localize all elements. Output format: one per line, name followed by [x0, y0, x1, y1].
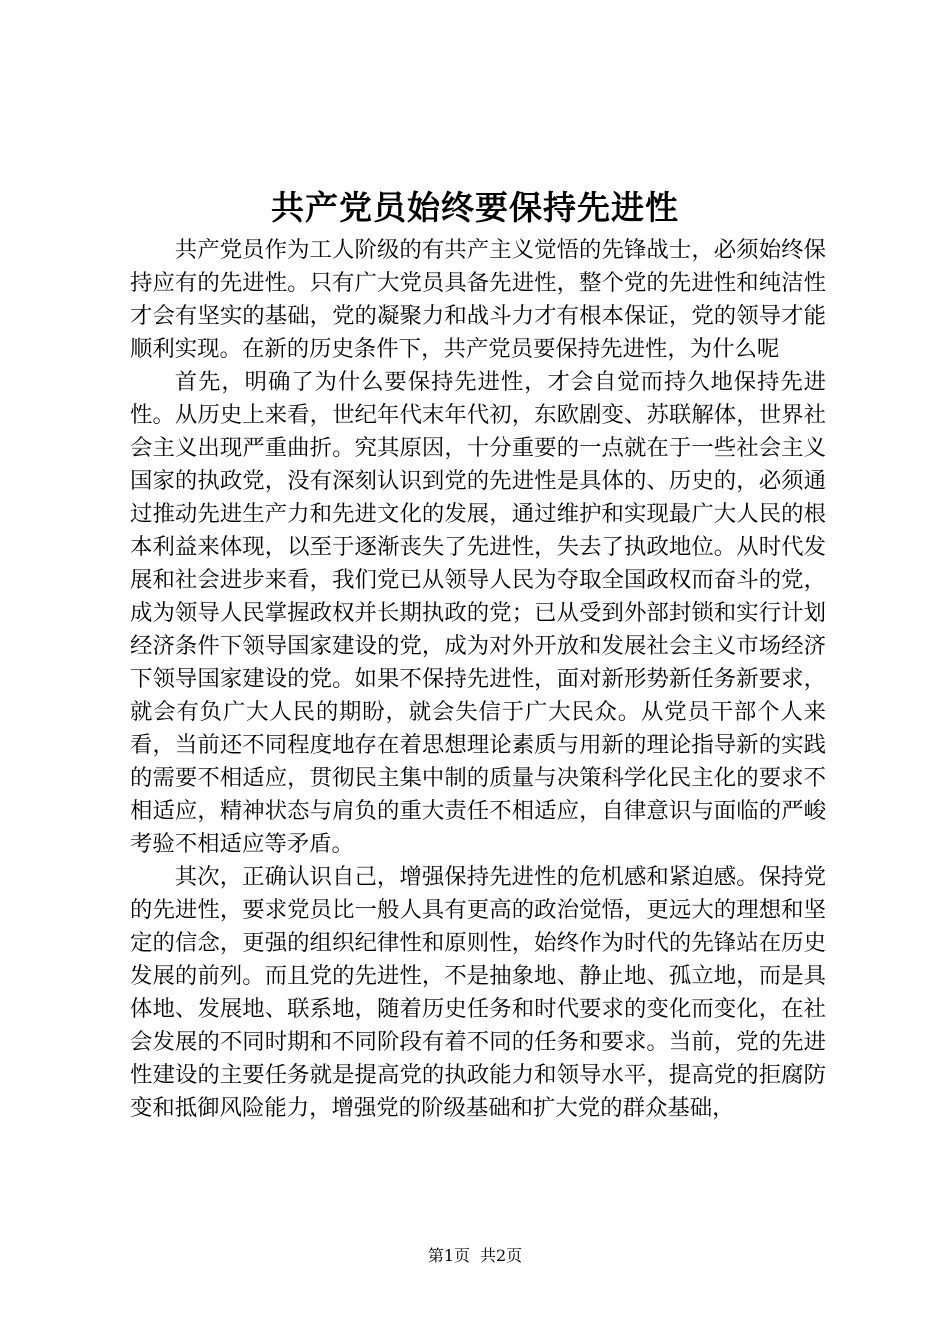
page-count: 共2页	[480, 1246, 523, 1265]
page-footer	[0, 1244, 950, 1268]
document-body	[130, 234, 826, 1125]
document-title: 共产党员始终要保持先进性	[271, 188, 679, 227]
paragraph-1: 共产党员作为工人阶级的有共产主义觉悟的先锋战士，必须始终保持应有的先进性。只有广大党员具备先进性，整个党的先进性和纯洁性才会有坚实的基础，党的凝聚力和战斗力才有根本保证，党的领导才能顺利实现。在新的历史条件下，共产党员要保持先进性，为什么呢	[130, 237, 826, 362]
paragraph-2: 首先，明确了为什么要保持先进性，才会自觉而持久地保持先进性。从历史上来看，世纪年代末年代初，东欧剧变、苏联解体，世界社会主义出现严重曲折。究其原因，十分重要的一点就在于一些社会主义国家的执政党，没有深刻认识到党的先进性是具体的、历史的，必须通过推动先进生产力和先进文化的发展，通过维护和实现最广大人民的根本利益来体现，以至于逐渐丧失了先进性，失去了执政地位。从时代发展和社会进步来看，我们党已从领导人民为夺取全国政权而奋斗的党，成为领导人民掌握政权并长期执政的党；已从受到外部封锁和实行计划经济条件下领导国家建设的党，成为对外开放和发展社会主义市场经济下领导国家建设的党。如果不保持先进性，面对新形势新任务新要求，就会有负广大人民的期盼，就会失信于广大民众。从党员干部个人来看，当前还不同程度地存在着思想理论素质与用新的理论指导新的实践的需要不相适应，贯彻民主集中制的质量与决策科学化民主化的要求不相适应，精神状态与肩负的重大责任不相适应，自律意识与面临的严峻考验不相适应等矛盾。	[130, 369, 826, 857]
paragraph-3: 其次，正确认识自己，增强保持先进性的危机感和紧迫感。保持党的先进性，要求党员比一般人具有更高的政治觉悟，更远大的理想和坚定的信念，更强的组织纪律性和原则性，始终作为时代的先锋站在历史发展的前列。而且党的先进性，不是抽象地、静止地、孤立地，而是具体地、发展地、联系地，随着历史任务和时代要求的变化而变化，在社会发展的不同时期和不同阶段有着不同的任务和要求。当前，党的先进性建设的主要任务就是提高党的执政能力和领导水平，提高党的拒腐防变和抵御风险能力，增强党的阶级基础和扩大党的群众基础，	[130, 864, 826, 1121]
page-number: 第1页	[427, 1246, 470, 1265]
